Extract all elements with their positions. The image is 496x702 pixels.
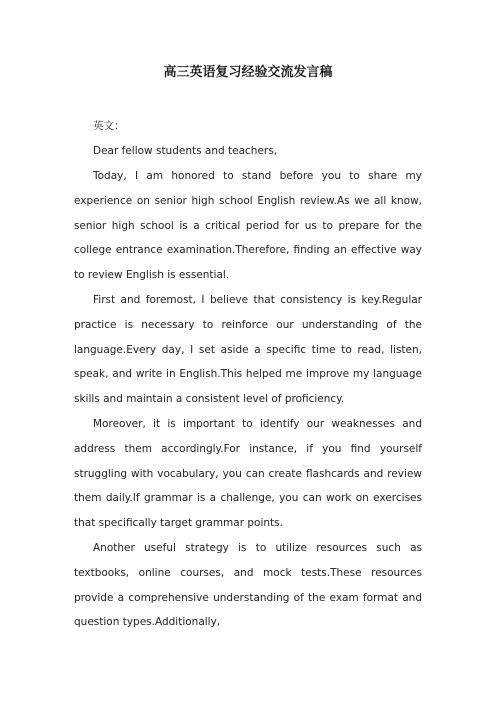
paragraph-3: Moreover, it is important to identify our weaknesses and address them accordingly.For instance, if you find yourself struggling with vocabulary, you can create flashcards and review them daily.If grammar is a challenge, you can work on exercises that specifically target grammar points.: [74, 417, 422, 530]
paragraph-2: First and foremost, I believe that consistency is key.Regular practice is necessary to reinforce our understanding of the language.Every day, I set aside a specific time to read, listen, speak, and write in English.This helped me improve my language skills and maintain a consistent level of proficiency.: [74, 293, 422, 406]
document-title: 高三英语复习经验交流发言稿: [163, 65, 333, 80]
salutation: Dear fellow students and teachers,: [93, 145, 278, 157]
paragraph-1: Today, I am honored to stand before you to share my experience on senior high school English review.As we all know, senior high school is a critical period for us to prepare for the college entrance examination.Therefore, finding an effective way to review English is essential.: [74, 170, 422, 282]
section-label: 英文：: [93, 120, 125, 132]
document-body: [74, 114, 422, 635]
paragraph-4: Another useful strategy is to utilize resources such as textbooks, online courses, and mock tests.These resources provide a comprehensive understanding of the exam format and question types.Additionally,: [74, 541, 422, 629]
